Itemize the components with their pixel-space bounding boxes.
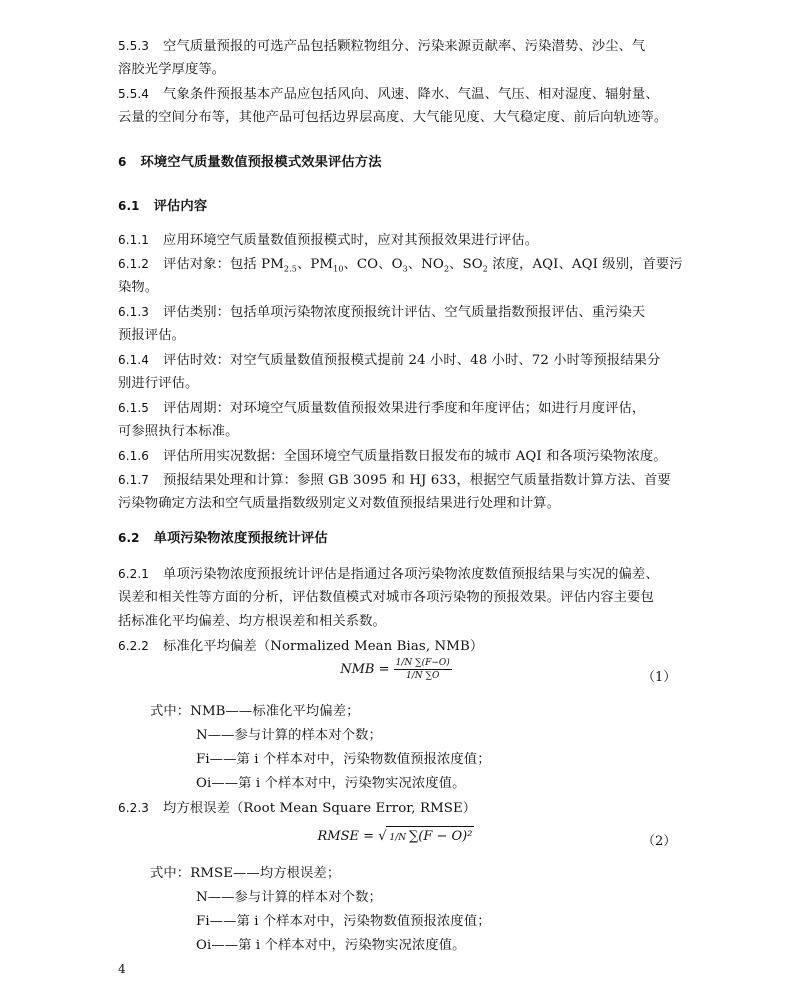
symbol-definition: Oi——第 i 个样本对中，污染物实况浓度值。 [196,776,466,791]
clause-6-2-1 [118,564,659,585]
text-run: 评估对象：包括 PM [163,257,284,272]
clause-text: 应用环境空气质量数值预报模式时，应对其预报效果进行评估。 [163,233,539,248]
equation-lhs: NMB = [340,662,390,677]
section-number: 6 [118,155,127,169]
equation-lhs: RMSE = [317,829,375,844]
clause-text: 标准化平均偏差（Normalized Mean Bias, NMB） [163,639,484,654]
clause-number: 6.1.7 [118,473,150,487]
clause-text-continued: 预报评估。 [118,328,185,343]
section-number: 6.2 [118,531,140,545]
equation-fraction: $\frac{1/N \sum(F-O)}{1/N \sum O}$ [395,658,450,681]
text-run: 、NO [407,257,444,272]
text-run: 、CO、O [343,257,403,272]
text-run: 浓度，AQI、AQI 级别，首要污 [487,257,683,272]
clause-text-continued: 可参照执行本标准。 [118,424,239,439]
clause-6-1-7 [118,470,671,491]
clause-text [163,257,683,272]
subscript: 2.5 [283,264,297,274]
clause-text: 评估类别：包括单项污染物浓度预报统计评估、空气质量指数预报评估、重污染天 [163,305,646,320]
symbol-definition: NMB——标准化平均偏差； [190,704,360,719]
clause-text: 评估周期：对环境空气质量数值预报效果进行季度和年度评估；如进行月度评估， [163,401,646,416]
clause-text-continued: 别进行评估。 [118,376,199,391]
radical-body: ∑(F − O)² [408,829,473,844]
where-clause-1 [150,702,360,722]
text-run: 、SO [449,257,483,272]
equation-number: （1） [642,670,677,685]
clause-6-1-4 [118,350,660,371]
clause-text-continued: 云量的空间分布等，其他产品可包括边界层高度、大气能见度、大气稳定度、前后向轨迹等。 [118,110,668,125]
clause-6-1-3 [118,302,645,323]
clause-text: 空气质量预报的可选产品包括颗粒物组分、污染来源贡献率、污染潜势、沙尘、气 [163,39,646,54]
clause-text-continued: 误差和相关性等方面的分析，评估数值模式对城市各项污染物的预报效果。评估内容主要包 [118,590,654,605]
where-intro: 式中： [150,866,191,881]
section-heading-6 [118,152,382,173]
clause-number: 6.1.1 [118,233,150,247]
symbol-definition: N——参与计算的样本对个数； [196,890,382,905]
clause-number: 6.1.2 [118,257,150,271]
clause-number: 6.1.5 [118,401,150,415]
section-title: 单项污染物浓度预报统计评估 [153,531,328,546]
where-clause-2 [150,864,340,884]
text-run: 、PM [296,257,334,272]
clause-6-1-5 [118,398,645,419]
clause-5-5-4 [118,84,659,105]
clause-5-5-3 [118,36,645,57]
clause-number: 6.1.4 [118,353,150,367]
clause-6-2-3 [118,798,476,819]
clause-6-2-2 [118,636,483,657]
section-title: 评估内容 [153,199,208,214]
clause-text-continued: 染物。 [118,280,159,295]
clause-text-continued: 溶胶光学厚度等。 [118,62,226,77]
symbol-definition: Oi——第 i 个样本对中，污染物实况浓度值。 [196,938,466,953]
subscript: 10 [333,264,344,274]
equation-radical: 1/N ∑(F − O)² [386,826,474,844]
clause-number: 6.2.3 [118,801,150,815]
clause-number: 6.1.6 [118,449,150,463]
fraction-denominator: ∑O [425,671,440,681]
equation-number: （2） [642,834,677,849]
symbol-definition: RMSE——均方根误差； [190,866,341,881]
section-number: 6.1 [118,199,140,213]
clause-text-continued: 括标准化平均偏差、均方根误差和相关系数。 [118,614,386,629]
clause-text: 评估所用实况数据：全国环境空气质量指数日报发布的城市 AQI 和各项污染物浓度。 [163,449,667,464]
where-intro: 式中： [150,704,191,719]
subscript: 3 [402,264,408,274]
clause-number: 6.2.1 [118,567,150,581]
section-heading-6-2 [118,528,328,549]
clause-text: 气象条件预报基本产品应包括风向、风速、降水、气温、气压、相对湿度、辐射量、 [163,87,659,102]
subscript: 2 [482,264,488,274]
clause-text: 单项污染物浓度预报统计评估是指通过各项污染物浓度数值预报结果与实况的偏差、 [163,567,659,582]
clause-number: 5.5.4 [118,87,150,101]
clause-text: 评估时效：对空气质量数值预报模式提前 24 小时、48 小时、72 小时等预报结果分 [163,353,661,368]
clause-6-1-1 [118,230,538,251]
section-title: 环境空气质量数值预报模式效果评估方法 [140,155,382,170]
fraction-numerator: ∑(F−O) [415,658,450,668]
symbol-definition: Fi——第 i 个样本对中，污染物数值预报浓度值； [196,914,491,929]
symbol-definition: Fi——第 i 个样本对中，污染物数值预报浓度值； [196,752,491,767]
subscript: 2 [443,264,450,274]
section-heading-6-1 [118,196,207,217]
clause-number: 6.1.3 [118,305,150,319]
clause-text-continued: 污染物确定方法和空气质量指数级别定义对数值预报结果进行处理和计算。 [118,496,561,511]
clause-text: 预报结果处理和计算：参照 GB 3095 和 HJ 633，根据空气质量指数计算方法、首要 [163,473,671,488]
clause-number: 6.2.2 [118,639,150,653]
clause-6-1-6 [118,446,667,467]
clause-6-1-2 [118,254,683,280]
clause-text: 均方根误差（Root Mean Square Error, RMSE） [163,801,477,816]
page-number: 4 [118,962,126,976]
symbol-definition: N——参与计算的样本对个数； [196,728,382,743]
equation-rmse: RMSE = √ 1/N ∑(F − O)² [0,826,792,844]
clause-number: 5.5.3 [118,39,150,53]
